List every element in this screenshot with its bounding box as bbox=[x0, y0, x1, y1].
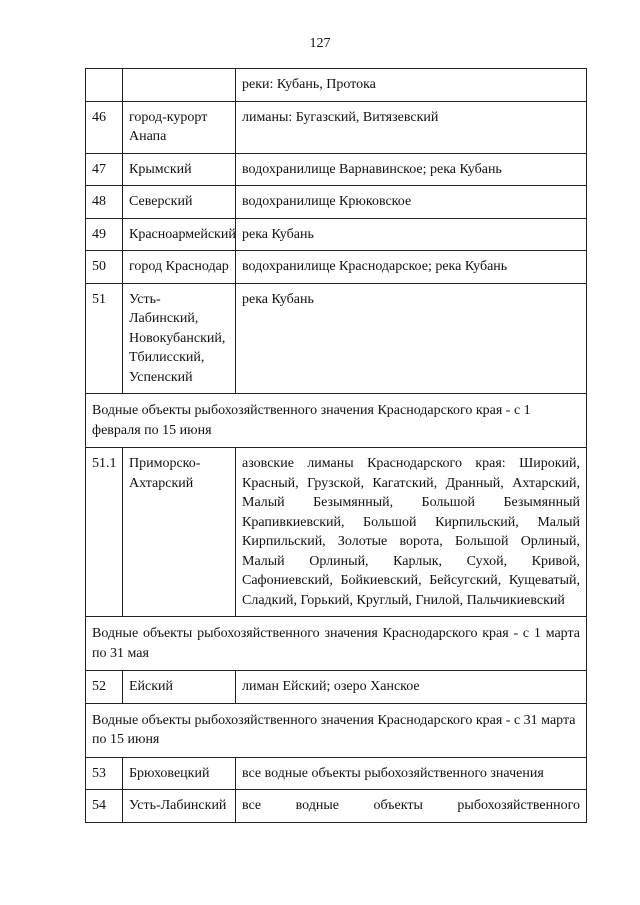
district-cell: Северский bbox=[123, 186, 236, 219]
district-cell: город-курорт Анапа bbox=[123, 101, 236, 153]
row-number: 51.1 bbox=[86, 448, 123, 617]
row-number: 50 bbox=[86, 251, 123, 284]
section-row bbox=[86, 617, 587, 671]
section-heading: Водные объекты рыбохозяйственного значения Краснодарского края - с 31 марта по 15 июня bbox=[86, 703, 587, 757]
section-heading: Водные объекты рыбохозяйственного значения Краснодарского края - с 1 марта по 31 мая bbox=[86, 617, 587, 671]
water-bodies-cell: лиманы: Бугазский, Витязевский bbox=[236, 101, 587, 153]
row-number bbox=[86, 69, 123, 102]
district-cell bbox=[123, 69, 236, 102]
table-row bbox=[86, 218, 587, 251]
table-row bbox=[86, 153, 587, 186]
row-number: 47 bbox=[86, 153, 123, 186]
table-row bbox=[86, 757, 587, 790]
table-row bbox=[86, 251, 587, 284]
district-cell: Крымский bbox=[123, 153, 236, 186]
table-row bbox=[86, 790, 587, 823]
row-number: 51 bbox=[86, 283, 123, 394]
water-bodies-cell: все водные объекты рыбохозяйственного bbox=[236, 790, 587, 823]
table-row bbox=[86, 671, 587, 704]
section-row bbox=[86, 394, 587, 448]
table-row bbox=[86, 186, 587, 219]
district-cell: Усть-Лабинский bbox=[123, 790, 236, 823]
row-number: 48 bbox=[86, 186, 123, 219]
district-cell: Ейский bbox=[123, 671, 236, 704]
water-bodies-cell: река Кубань bbox=[236, 283, 587, 394]
row-number: 46 bbox=[86, 101, 123, 153]
table-row bbox=[86, 283, 587, 394]
district-cell: Усть-Лабинский, Новокубанский, Тбилисский, Успенский bbox=[123, 283, 236, 394]
district-cell: Красноармейский bbox=[123, 218, 236, 251]
district-cell: Приморско-Ахтарский bbox=[123, 448, 236, 617]
water-bodies-cell: лиман Ейский; озеро Ханское bbox=[236, 671, 587, 704]
water-bodies-cell: водохранилище Крюковское bbox=[236, 186, 587, 219]
water-bodies-cell: азовские лиманы Краснодарского края: Широкий, Красный, Грузской, Кагатский, Дранный, Ахтарский, Малый Безымянный, Большой Безымянный Крапивкиевский, Большой Кирпильский, Малый Кирпильский, Золотые ворота, Большой Орлиный, Малый Орлиный, Карлык, Сухой, Кривой, Сафониевский, Бойкиевский, Бейсугский, Кущеватый, Сладкий, Горький, Круглый, Гнилой, Пальчикиевский bbox=[236, 448, 587, 617]
water-bodies-cell: реки: Кубань, Протока bbox=[236, 69, 587, 102]
district-cell: город Краснодар bbox=[123, 251, 236, 284]
table-row bbox=[86, 101, 587, 153]
row-number: 54 bbox=[86, 790, 123, 823]
section-row bbox=[86, 703, 587, 757]
row-number: 53 bbox=[86, 757, 123, 790]
row-number: 52 bbox=[86, 671, 123, 704]
water-bodies-table bbox=[85, 68, 587, 823]
water-bodies-cell: все водные объекты рыбохозяйственного значения bbox=[236, 757, 587, 790]
table-row bbox=[86, 448, 587, 617]
section-heading: Водные объекты рыбохозяйственного значения Краснодарского края - с 1 февраля по 15 июня bbox=[86, 394, 587, 448]
water-bodies-cell: река Кубань bbox=[236, 218, 587, 251]
water-bodies-cell: водохранилище Варнавинское; река Кубань bbox=[236, 153, 587, 186]
district-cell: Брюховецкий bbox=[123, 757, 236, 790]
row-number: 49 bbox=[86, 218, 123, 251]
page-number: 127 bbox=[309, 36, 331, 51]
water-bodies-cell: водохранилище Краснодарское; река Кубань bbox=[236, 251, 587, 284]
table-row bbox=[86, 69, 587, 102]
